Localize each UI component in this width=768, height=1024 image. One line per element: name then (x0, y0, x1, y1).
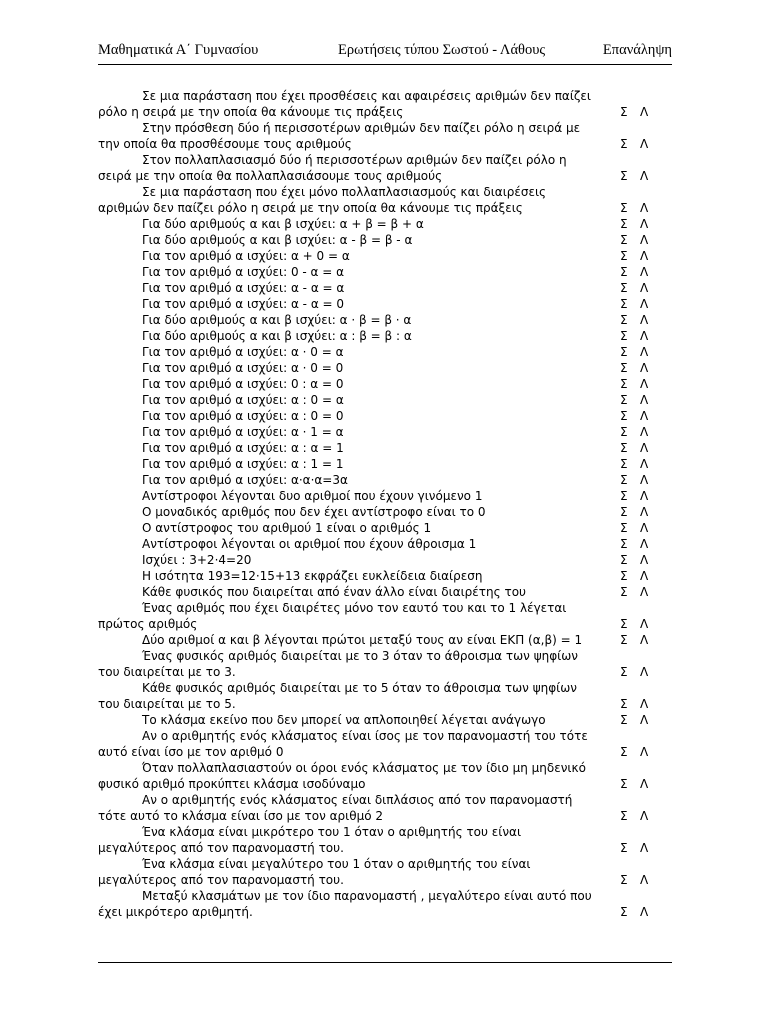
answer-options (610, 632, 672, 648)
question-text (98, 440, 610, 456)
question-list (98, 88, 672, 920)
answer-true[interactable]: Σ (620, 425, 628, 439)
answer-false[interactable]: Λ (640, 457, 649, 471)
question-item (98, 360, 672, 376)
question-text (98, 232, 610, 248)
question-text (98, 536, 610, 552)
question-item (98, 376, 672, 392)
question-item (98, 888, 672, 920)
question-line: σειρά με την οποία θα πολλαπλασιάσουμε τους αριθμούς (98, 169, 443, 183)
question-line: Για τον αριθμό α ισχύει: 0 - α = α (142, 265, 345, 279)
question-line: Αντίστροφοι λέγονται οι αριθμοί που έχουν άθροισμα 1 (142, 537, 477, 551)
question-line: έχει μικρότερο αριθμητή. (98, 905, 253, 919)
answer-options (610, 872, 672, 888)
answer-options (610, 168, 672, 184)
question-line: Ισχύει : 3+2·4=20 (142, 553, 252, 567)
answer-false[interactable]: Λ (640, 521, 649, 535)
question-text (98, 280, 610, 296)
answer-false[interactable]: Λ (640, 745, 649, 759)
question-line: Η ισότητα 193=12·15+13 εκφράζει ευκλείδεια διαίρεση (142, 569, 483, 583)
answer-options (610, 616, 672, 632)
question-item (98, 408, 672, 424)
question-text (98, 584, 610, 600)
answer-false[interactable]: Λ (640, 585, 649, 599)
question-text (98, 328, 610, 344)
question-text (98, 152, 610, 184)
answer-false[interactable]: Λ (640, 217, 649, 231)
question-line: Αντίστροφοι λέγονται δυο αριθμοί που έχουν γινόμενο 1 (142, 489, 483, 503)
question-line: Το κλάσμα εκείνο που δεν μπορεί να απλοποιηθεί λέγεται ανάγωγο (142, 713, 546, 727)
question-text (98, 760, 610, 792)
question-line: Για δύο αριθμούς α και β ισχύει: α : β = β : α (142, 329, 412, 343)
question-text (98, 376, 610, 392)
question-item (98, 440, 672, 456)
answer-true[interactable]: Σ (620, 873, 628, 887)
answer-false[interactable]: Λ (640, 425, 649, 439)
question-item (98, 424, 672, 440)
question-text (98, 552, 610, 568)
question-line: Κάθε φυσικός που διαιρείται από έναν άλλο είναι διαιρέτης του (142, 585, 526, 599)
answer-true[interactable]: Σ (620, 553, 628, 567)
answer-options (610, 440, 672, 456)
question-line: Για δύο αριθμούς α και β ισχύει: α + β = β + α (142, 217, 424, 231)
question-item (98, 600, 672, 632)
answer-false[interactable]: Λ (640, 697, 649, 711)
answer-options (610, 520, 672, 536)
answer-options (610, 904, 672, 920)
answer-false[interactable]: Λ (640, 313, 649, 327)
answer-true[interactable]: Σ (620, 905, 628, 919)
answer-options (610, 264, 672, 280)
question-line: Για τον αριθμό α ισχύει: α·α·α=3α (142, 473, 348, 487)
answer-options (610, 776, 672, 792)
question-item (98, 536, 672, 552)
answer-false[interactable]: Λ (640, 633, 649, 647)
question-text (98, 344, 610, 360)
answer-options (610, 200, 672, 216)
question-text (98, 888, 610, 920)
answer-options (610, 456, 672, 472)
question-item (98, 584, 672, 600)
answer-false[interactable]: Λ (640, 553, 649, 567)
question-item (98, 792, 672, 824)
question-item (98, 216, 672, 232)
answer-true[interactable]: Σ (620, 249, 628, 263)
answer-options (610, 696, 672, 712)
header-section: Επανάληψη (602, 42, 672, 58)
question-text (98, 824, 610, 856)
question-line: Για τον αριθμό α ισχύει: α : 1 = 1 (142, 457, 344, 471)
answer-options (610, 424, 672, 440)
question-line: Στην πρόσθεση δύο ή περισσοτέρων αριθμών δεν παίζει ρόλο η σειρά με (142, 121, 581, 135)
question-line: Ο μοναδικός αριθμός που δεν έχει αντίστροφο είναι το 0 (142, 505, 486, 519)
question-line: πρώτος αριθμός (98, 617, 198, 631)
answer-options (610, 360, 672, 376)
answer-false[interactable]: Λ (640, 409, 649, 423)
answer-options (610, 344, 672, 360)
answer-options (610, 840, 672, 856)
answer-options (610, 808, 672, 824)
question-text (98, 312, 610, 328)
question-line: αυτό είναι ίσο με τον αριθμό 0 (98, 745, 284, 759)
answer-false[interactable]: Λ (640, 377, 649, 391)
header-subject: Μαθηματικά Α΄ Γυμνασίου (98, 42, 259, 58)
answer-true[interactable]: Σ (620, 697, 628, 711)
question-text (98, 408, 610, 424)
answer-false[interactable]: Λ (640, 249, 649, 263)
question-line: Ένα κλάσμα είναι μικρότερο του 1 όταν ο αριθμητής του είναι (142, 825, 522, 839)
question-text (98, 248, 610, 264)
answer-options (610, 280, 672, 296)
header-title: Ερωτήσεις τύπου Σωστού - Λάθους (338, 42, 546, 58)
question-item (98, 632, 672, 648)
answer-false[interactable]: Λ (640, 345, 649, 359)
question-item (98, 248, 672, 264)
question-text (98, 520, 610, 536)
question-line: αριθμών δεν παίζει ρόλο η σειρά με την οποία θα κάνουμε τις πράξεις (98, 201, 523, 215)
question-line: Στον πολλαπλασιασμό δύο ή περισσοτέρων αριθμών δεν παίζει ρόλο η (142, 153, 567, 167)
question-item (98, 856, 672, 888)
question-item (98, 152, 672, 184)
question-item (98, 648, 672, 680)
question-line: Ένα κλάσμα είναι μεγαλύτερο του 1 όταν ο αριθμητής του είναι (142, 857, 531, 871)
answer-false[interactable]: Λ (640, 361, 649, 375)
question-line: Για τον αριθμό α ισχύει: α : 0 = 0 (142, 409, 344, 423)
question-text (98, 424, 610, 440)
answer-true[interactable]: Σ (620, 617, 628, 631)
question-item (98, 712, 672, 728)
answer-true[interactable]: Σ (620, 841, 628, 855)
answer-false[interactable]: Λ (640, 713, 649, 727)
answer-false[interactable]: Λ (640, 489, 649, 503)
answer-options (610, 552, 672, 568)
question-item (98, 264, 672, 280)
answer-options (610, 744, 672, 760)
answer-true[interactable]: Σ (620, 105, 628, 119)
answer-true[interactable]: Σ (620, 217, 628, 231)
answer-true[interactable]: Σ (620, 713, 628, 727)
question-item (98, 280, 672, 296)
answer-true[interactable]: Σ (620, 361, 628, 375)
question-item (98, 824, 672, 856)
answer-true[interactable]: Σ (620, 281, 628, 295)
answer-true[interactable]: Σ (620, 473, 628, 487)
question-line: Για τον αριθμό α ισχύει: α + 0 = α (142, 249, 350, 263)
question-line: μεγαλύτερος από τον παρανομαστή του. (98, 841, 344, 855)
answer-true[interactable]: Σ (620, 521, 628, 535)
answer-options (610, 472, 672, 488)
question-item (98, 296, 672, 312)
answer-false[interactable]: Λ (640, 329, 649, 343)
question-line: τότε αυτό το κλάσμα είναι ίσο με τον αριθμό 2 (98, 809, 383, 823)
answer-false[interactable]: Λ (640, 169, 649, 183)
question-text (98, 488, 610, 504)
question-item (98, 568, 672, 584)
question-line: Για τον αριθμό α ισχύει: 0 : α = 0 (142, 377, 344, 391)
answer-true[interactable]: Σ (620, 457, 628, 471)
question-item (98, 520, 672, 536)
answer-true[interactable]: Σ (620, 297, 628, 311)
answer-false[interactable]: Λ (640, 617, 649, 631)
question-text (98, 792, 610, 824)
question-line: Για τον αριθμό α ισχύει: α - α = α (142, 281, 345, 295)
question-item (98, 552, 672, 568)
question-line: Μεταξύ κλασμάτων με τον ίδιο παρανομαστή , μεγαλύτερο είναι αυτό που (142, 889, 592, 903)
answer-true[interactable]: Σ (620, 745, 628, 759)
question-line: του διαιρείται με το 5. (98, 697, 236, 711)
question-text (98, 712, 610, 728)
answer-options (610, 312, 672, 328)
question-line: του διαιρείται με το 3. (98, 665, 236, 679)
answer-true[interactable]: Σ (620, 329, 628, 343)
answer-true[interactable]: Σ (620, 265, 628, 279)
answer-false[interactable]: Λ (640, 505, 649, 519)
question-text (98, 360, 610, 376)
question-line: την οποία θα προσθέσουμε τους αριθμούς (98, 137, 352, 151)
answer-options (610, 136, 672, 152)
answer-true[interactable]: Σ (620, 441, 628, 455)
answer-true[interactable]: Σ (620, 777, 628, 791)
question-line: Για τον αριθμό α ισχύει: α : 0 = α (142, 393, 344, 407)
answer-false[interactable]: Λ (640, 393, 649, 407)
answer-options (610, 216, 672, 232)
answer-false[interactable]: Λ (640, 569, 649, 583)
question-item (98, 184, 672, 216)
question-item (98, 488, 672, 504)
question-item (98, 760, 672, 792)
answer-false[interactable]: Λ (640, 281, 649, 295)
answer-options (610, 248, 672, 264)
answer-false[interactable]: Λ (640, 537, 649, 551)
answer-true[interactable]: Σ (620, 393, 628, 407)
question-line: Για τον αριθμό α ισχύει: α · 0 = α (142, 345, 344, 359)
answer-false[interactable]: Λ (640, 137, 649, 151)
question-line: Αν ο αριθμητής ενός κλάσματος είναι ίσος με τον παρανομαστή του τότε (142, 729, 588, 743)
question-item (98, 728, 672, 760)
question-item (98, 504, 672, 520)
answer-false[interactable]: Λ (640, 265, 649, 279)
question-text (98, 264, 610, 280)
question-item (98, 680, 672, 712)
question-text (98, 472, 610, 488)
question-line: ρόλο η σειρά με την οποία θα κάνουμε τις πράξεις (98, 105, 404, 119)
question-line: Ένας φυσικός αριθμός διαιρείται με το 3 όταν το άθροισμα των ψηφίων (142, 649, 578, 663)
question-line: Για τον αριθμό α ισχύει: α - α = 0 (142, 297, 345, 311)
question-line: φυσικό αριθμό προκύπτει κλάσμα ισοδύναμο (98, 777, 366, 791)
question-text (98, 856, 610, 888)
question-text (98, 88, 610, 120)
footer-divider (98, 962, 672, 963)
answer-false[interactable]: Λ (640, 873, 649, 887)
answer-false[interactable]: Λ (640, 105, 649, 119)
answer-true[interactable]: Σ (620, 233, 628, 247)
question-line: Για τον αριθμό α ισχύει: α : α = 1 (142, 441, 344, 455)
answer-options (610, 408, 672, 424)
question-line: Δύο αριθμοί α και β λέγονται πρώτοι μεταξύ τους αν είναι ΕΚΠ (α,β) = 1 (142, 633, 583, 647)
answer-options (610, 104, 672, 120)
question-line: Αν ο αριθμητής ενός κλάσματος είναι διπλάσιος από τον παρανομαστή (142, 793, 573, 807)
question-text (98, 632, 610, 648)
answer-true[interactable]: Σ (620, 313, 628, 327)
answer-true[interactable]: Σ (620, 489, 628, 503)
question-line: Ένας αριθμός που έχει διαιρέτες μόνο τον εαυτό του και το 1 λέγεται (142, 601, 567, 615)
answer-true[interactable]: Σ (620, 585, 628, 599)
question-line: Κάθε φυσικός αριθμός διαιρείται με το 5 όταν το άθροισμα των ψηφίων (142, 681, 577, 695)
question-item (98, 472, 672, 488)
question-text (98, 456, 610, 472)
answer-true[interactable]: Σ (620, 377, 628, 391)
answer-true[interactable]: Σ (620, 201, 628, 215)
answer-true[interactable]: Σ (620, 537, 628, 551)
page-header (98, 40, 672, 65)
answer-false[interactable]: Λ (640, 777, 649, 791)
question-item (98, 88, 672, 120)
question-line: Για τον αριθμό α ισχύει: α · 0 = 0 (142, 361, 344, 375)
question-text (98, 568, 610, 584)
question-line: μεγαλύτερος από τον παρανομαστή του. (98, 873, 344, 887)
answer-true[interactable]: Σ (620, 169, 628, 183)
question-line: Σε μια παράσταση που έχει μόνο πολλαπλασιασμούς και διαιρέσεις (142, 185, 547, 199)
answer-options (610, 296, 672, 312)
question-text (98, 392, 610, 408)
question-item (98, 328, 672, 344)
question-text (98, 184, 610, 216)
answer-true[interactable]: Σ (620, 809, 628, 823)
question-text (98, 216, 610, 232)
answer-options (610, 232, 672, 248)
question-text (98, 120, 610, 152)
question-text (98, 648, 610, 680)
answer-false[interactable]: Λ (640, 905, 649, 919)
answer-false[interactable]: Λ (640, 809, 649, 823)
answer-false[interactable]: Λ (640, 841, 649, 855)
answer-false[interactable]: Λ (640, 665, 649, 679)
question-text (98, 600, 610, 632)
question-item (98, 392, 672, 408)
question-item (98, 120, 672, 152)
answer-true[interactable]: Σ (620, 409, 628, 423)
answer-options (610, 664, 672, 680)
answer-false[interactable]: Λ (640, 201, 649, 215)
question-text (98, 296, 610, 312)
question-line: Σε μια παράσταση που έχει προσθέσεις και αφαιρέσεις αριθμών δεν παίζει (142, 89, 591, 103)
answer-options (610, 584, 672, 600)
answer-false[interactable]: Λ (640, 473, 649, 487)
answer-false[interactable]: Λ (640, 297, 649, 311)
answer-true[interactable]: Σ (620, 505, 628, 519)
answer-options (610, 536, 672, 552)
answer-true[interactable]: Σ (620, 665, 628, 679)
question-line: Όταν πολλαπλασιαστούν οι όροι ενός κλάσματος με τον ίδιο μη μηδενικό (142, 761, 586, 775)
answer-options (610, 392, 672, 408)
question-line: Για δύο αριθμούς α και β ισχύει: α - β = β - α (142, 233, 413, 247)
answer-true[interactable]: Σ (620, 137, 628, 151)
question-line: Για τον αριθμό α ισχύει: α · 1 = α (142, 425, 344, 439)
answer-options (610, 328, 672, 344)
question-text (98, 728, 610, 760)
answer-false[interactable]: Λ (640, 441, 649, 455)
question-text (98, 504, 610, 520)
answer-true[interactable]: Σ (620, 569, 628, 583)
answer-false[interactable]: Λ (640, 233, 649, 247)
answer-true[interactable]: Σ (620, 345, 628, 359)
answer-options (610, 376, 672, 392)
answer-options (610, 712, 672, 728)
question-item (98, 456, 672, 472)
question-item (98, 232, 672, 248)
question-line: Για δύο αριθμούς α και β ισχύει: α · β = β · α (142, 313, 412, 327)
question-item (98, 312, 672, 328)
question-text (98, 680, 610, 712)
answer-options (610, 568, 672, 584)
answer-options (610, 504, 672, 520)
answer-options (610, 488, 672, 504)
question-item (98, 344, 672, 360)
question-line: Ο αντίστροφος του αριθμού 1 είναι ο αριθμός 1 (142, 521, 432, 535)
answer-true[interactable]: Σ (620, 633, 628, 647)
